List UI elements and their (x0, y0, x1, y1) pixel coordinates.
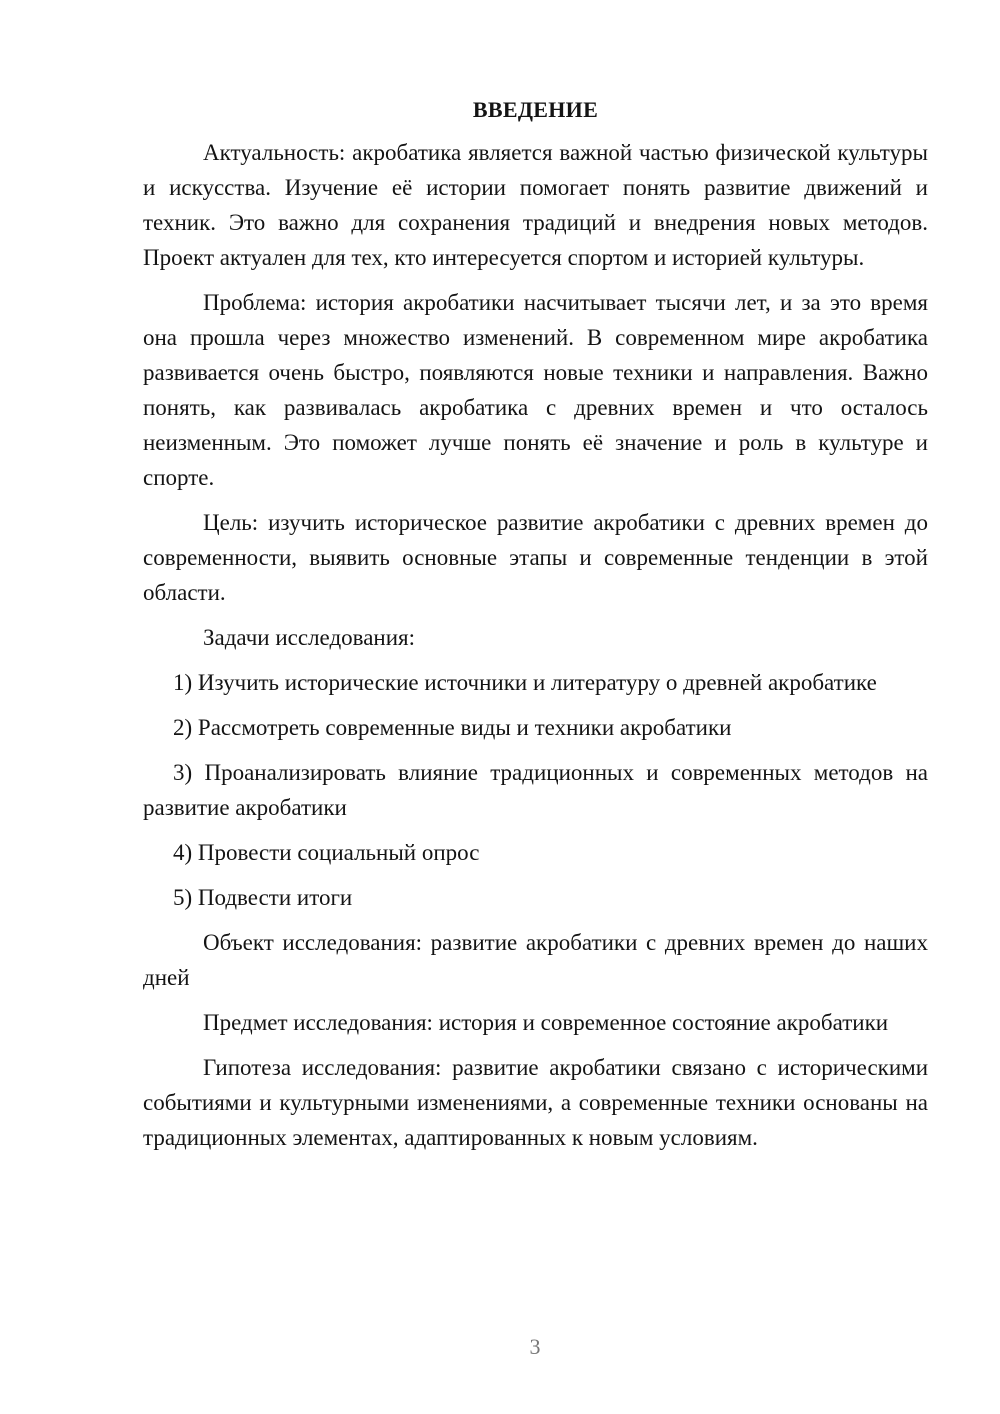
task-item: 2) Рассмотреть современные виды и техники акробатики (173, 715, 732, 740)
problem-paragraph: Проблема: история акробатики насчитывает тысячи лет, и за это время она прошла через множество изменений. В современном мире акробатика развивается очень быстро, появляются новые техники и направления. Важно понять, как развивалась акробатика с древних времен и что осталось неизменным. Это поможет лучше понять её значение и роль в культуре и спорте. (143, 290, 928, 490)
page-title: ВВЕДЕНИЕ (472, 97, 599, 122)
subject-paragraph: Предмет исследования: история и современное состояние акробатики (203, 1010, 889, 1035)
hypothesis-paragraph: Гипотеза исследования: развитие акробатики связано с историческими событиями и культурными изменениями, а современные техники основаны на традиционных элементах, адаптированных к новым условиям. (143, 1055, 928, 1150)
relevance-paragraph: Актуальность: акробатика является важной частью физической культуры и искусства. Изучение её истории помогает понять развитие движений и техник. Это важно для сохранения традиций и внедрения новых методов. Проект актуален для тех, кто интересуется спортом и историей культуры. (143, 140, 928, 270)
goal-paragraph: Цель: изучить историческое развитие акробатики с древних времен до современности, выявить основные этапы и современные тенденции в этой области. (143, 510, 928, 605)
task-item: 1) Изучить исторические источники и литературу о древней акробатике (173, 670, 877, 695)
page-number: 3 (529, 1334, 541, 1359)
document-body (143, 92, 928, 1165)
object-paragraph: Объект исследования: развитие акробатики с древних времен до наших дней (143, 930, 928, 990)
tasks-heading: Задачи исследования: (203, 625, 416, 650)
task-item: 3) Проанализировать влияние традиционных и современных методов на развитие акробатики (143, 760, 928, 820)
task-item: 4) Провести социальный опрос (173, 840, 480, 865)
task-item: 5) Подвести итоги (173, 885, 353, 910)
